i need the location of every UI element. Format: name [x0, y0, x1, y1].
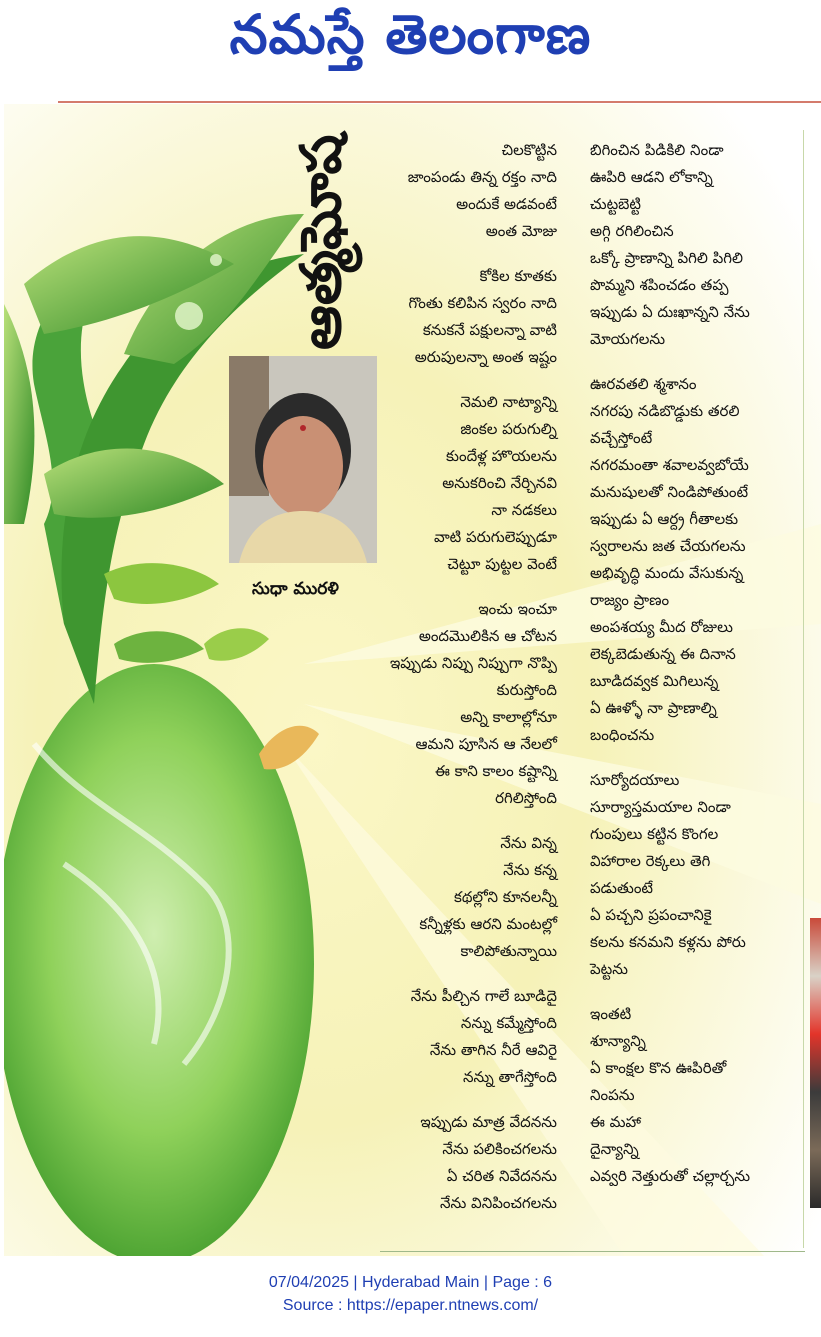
- poem-line: గుంపులు కట్టిన కొంగల: [590, 825, 719, 843]
- poem-stanza: [343, 389, 557, 578]
- poem-line: జింకల పరుగుల్ని: [460, 420, 557, 438]
- poem-line: ఒక్కో ప్రాణాన్ని పిగిలి పిగిలి: [590, 249, 744, 267]
- poem-line: ఏ ఊళ్ళో నా ప్రాణాల్ని: [590, 699, 717, 717]
- poem-line: కాలిపోతున్నాయి: [460, 942, 557, 960]
- poem-line: లెక్కబెడుతున్న ఈ దినాన: [590, 645, 736, 663]
- poem-line: బిగించిన పిడికిలి నిండా: [590, 141, 724, 159]
- author-name: సుధా మురళి: [252, 579, 339, 599]
- poem-line: దైన్యాన్ని: [590, 1140, 639, 1158]
- poem-stanza: [343, 263, 557, 371]
- poem-stanza: [590, 1001, 800, 1190]
- poem-line: జాంపండు తిన్న రక్తం నాది: [407, 168, 557, 186]
- header-rule: [58, 101, 821, 103]
- poem-stanza: [590, 137, 800, 353]
- poem-line: అగ్గి రగిలించిన: [590, 222, 674, 240]
- adjacent-article-photo: [810, 918, 821, 1208]
- poem-stanza: [343, 1109, 557, 1217]
- poem-line: ఊపిరి ఆడని లోకాన్ని: [590, 168, 713, 186]
- poem-line: అనుకరించి నేర్చినవి: [442, 474, 557, 492]
- poem-line: ఏ పచ్చని ప్రపంచానికై: [590, 906, 712, 924]
- poem-line: నేను వినిపించగలను: [440, 1194, 557, 1212]
- poem-line: అందమొలికిన ఆ చోటన: [418, 627, 557, 645]
- dew-drop-icon: [175, 302, 203, 330]
- poem-line: శూన్యాన్ని: [590, 1032, 646, 1050]
- poem-line: చుట్టబెట్టి: [590, 195, 642, 213]
- poem-line: మోయగలను: [590, 330, 666, 348]
- poem-line: కోకిల కూతకు: [479, 267, 557, 285]
- poem-line: నెమలి నాట్యాన్ని: [460, 393, 557, 411]
- page-footer: [0, 1271, 821, 1317]
- poem-line: ఏ చరిత నివేదనను: [446, 1167, 557, 1185]
- poem-line: విహారాల రెక్కలు తెగి: [590, 852, 711, 870]
- poem-line: నింపను: [590, 1086, 635, 1104]
- poem-line: కన్నీళ్లకు ఆరని మంటల్లో: [419, 915, 557, 933]
- poem-line: నన్ను కమ్మేస్తోంది: [460, 1014, 557, 1032]
- poem-line: కలను కనమని కళ్లను పోరు: [590, 933, 746, 951]
- footer-edition-info: 07/04/2025 | Hyderabad Main | Page : 6: [268, 1274, 553, 1291]
- poem-line: కుందేళ్ల హొయలను: [445, 447, 557, 465]
- frame-border-bottom: [380, 1251, 805, 1252]
- poem-line: కనుకనే పక్షులన్నా వాటి: [422, 321, 557, 339]
- poem-line: అంపశయ్య మీద రోజులు: [590, 618, 733, 636]
- poem-line: ఊరవతలి శ్మశానం: [590, 375, 697, 393]
- poem-line: నేను తాగిన నీరే ఆవిరై: [429, 1041, 557, 1059]
- poem-stanza: [343, 596, 557, 812]
- poem-line: చిలకొట్టిన: [501, 141, 557, 159]
- poem-line: వాటి పరుగులెప్పుడూ: [433, 528, 557, 546]
- poem-line: అరుపులన్నా అంత ఇష్టం: [414, 348, 557, 366]
- poem-line: బంధించను: [590, 726, 655, 744]
- poem-line: నేను పలికించగలను: [442, 1140, 557, 1158]
- poem-line: కథల్లోని కూనలన్నీ: [454, 888, 557, 906]
- poem-line: ఏ కాంక్షల కొన ఊపిరితో: [590, 1059, 727, 1077]
- poem-line: సూర్యోదయాలు: [590, 771, 680, 789]
- poem-stanza: [590, 767, 800, 983]
- poem-line: బూడిదవ్వక మిగిలున్న: [590, 672, 719, 690]
- poem-line: గొంతు కలిపిన స్వరం నాది: [408, 294, 557, 312]
- poem-line: సూర్యాస్తమయాల నిండా: [590, 798, 731, 816]
- poem-line: నా నడకలు: [491, 501, 557, 519]
- poem-line: అభివృద్ధి మందు వేసుకున్న: [590, 564, 744, 582]
- poem-line: నన్ను తాగేస్తోంది: [463, 1068, 557, 1086]
- poem-line: రగిలిస్తోంది: [495, 789, 557, 807]
- poem-line: ఇప్పుడు మాత్ర వేదనను: [420, 1113, 557, 1131]
- dew-drop-icon: [210, 254, 222, 266]
- poem-line: నగరపు నడిబొడ్డుకు తరలి: [590, 402, 740, 420]
- poem-line: నేను పీల్చిన గాలే బూడిదై: [410, 987, 557, 1005]
- poem-line: ఇప్పుడు ఏ ఆర్ద్ర గీతాలకు: [590, 510, 739, 528]
- newspaper-masthead: నమస్తే తెలంగాణ: [229, 2, 592, 66]
- poem-line: మనుషులతో నిండిపోతుంటే: [590, 483, 749, 501]
- poem-column-right: [590, 137, 800, 1208]
- poem-line: వచ్చేస్తోంటే: [590, 429, 653, 447]
- poem-line: కురుస్తోంది: [496, 681, 557, 699]
- poem-line: పెట్టను: [590, 960, 628, 978]
- poem-line: రాజ్యం ప్రాణం: [590, 591, 670, 609]
- poem-column-left: [343, 137, 557, 1235]
- poem-line: ఇప్పుడు ఏ దుఃఖాన్నని నేను: [590, 303, 750, 321]
- poem-line: ఎవ్వరి నెత్తురుతో చల్లార్చను: [590, 1167, 751, 1185]
- poem-line: ఆమని పూసిన ఆ నేలలో: [415, 735, 557, 753]
- poem-stanza: [343, 830, 557, 965]
- poem-stanza: [590, 371, 800, 749]
- poem-line: ఈ కాని కాలం కష్టాన్ని: [434, 762, 557, 780]
- poem-stanza: [343, 137, 557, 245]
- poem-line: నగరమంతా శవాలవ్వబోయే: [590, 456, 749, 474]
- frame-border-right: [803, 130, 804, 1248]
- poem-line: ఇప్పుడు నిప్పు నిప్పుగా నొప్పి: [389, 654, 557, 672]
- poem-line: అన్ని కాలాల్లోనూ: [460, 708, 557, 726]
- poem-line: నేను విన్న: [500, 834, 557, 852]
- poem-line: పొమ్మని శపించడం తప్ప: [590, 276, 729, 294]
- poem-line: ఇంచు ఇంచూ: [478, 600, 557, 618]
- poem-line: చెట్టూ పుట్టల వెంటే: [447, 555, 557, 573]
- poem-line: స్వరాలను జత చేయగలను: [590, 537, 746, 555]
- poem-line: అందుకే అడవంటే: [456, 195, 557, 213]
- poem-line: నేను కన్న: [503, 861, 557, 879]
- poem-line: అంత మోజు: [485, 222, 557, 240]
- footer-source: Source : https://epaper.ntnews.com/: [282, 1297, 539, 1314]
- poem-title: ఆత్మఘోష: [289, 134, 354, 350]
- poem-line: ఇంతటి: [590, 1005, 632, 1023]
- poem-line: ఈ మహా: [590, 1113, 642, 1131]
- poem-stanza: [343, 983, 557, 1091]
- poem-line: పడుతుంటే: [590, 879, 654, 897]
